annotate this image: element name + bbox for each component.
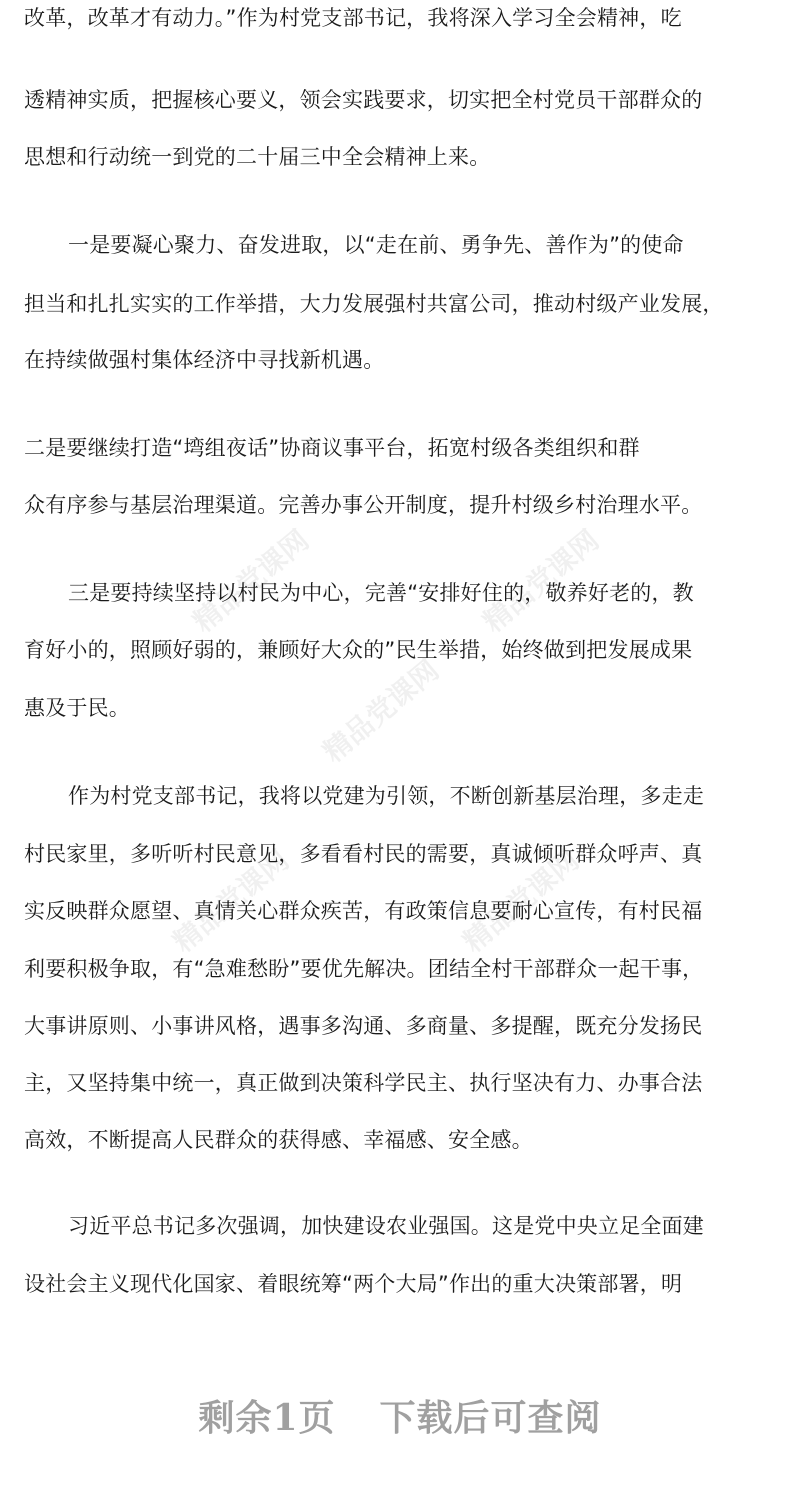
watermark: 精品党课网 (186, 523, 316, 639)
text-line: 利要积极争取，有“急难愁盼”要优先解决。团结全村干部群众一起干事， (24, 957, 704, 981)
remaining-pages-label: 剩余1页 (198, 1397, 336, 1439)
text-line: 育好小的，照顾好弱的，兼顾好大众的”民生举措，始终做到把发展成果 (24, 638, 693, 662)
text-line: 高效，不断提高人民群众的获得感、幸福感、安全感。 (24, 1128, 533, 1152)
text-line: 惠及于民。 (24, 696, 130, 720)
text-line: 大事讲原则、小事讲风格，遇事多沟通、多商量、多提醒，既充分发扬民 (24, 1014, 703, 1038)
download-to-view-label: 下载后可查阅 (379, 1397, 602, 1439)
text-line: 二是要继续打造“塆组夜话”协商议事平台，拓宽村级各类组织和群 (24, 436, 640, 460)
watermark: 精品党课网 (316, 653, 446, 769)
text-line: 透精神实质，把握核心要义，领会实践要求，切实把全村党员干部群众的 (24, 88, 703, 112)
watermark: 精品党课网 (166, 843, 296, 959)
watermark: 精品党课网 (456, 843, 586, 959)
text-line: 众有序参与基层治理渠道。完善办事公开制度，提升村级乡村治理水平。 (24, 493, 703, 517)
text-line: 在持续做强村集体经济中寻找新机遇。 (24, 348, 385, 372)
text-line: 作为村党支部书记，我将以党建为引领，不断创新基层治理，多走走 (68, 784, 704, 808)
text-line: 思想和行动统一到党的二十届三中全会精神上来。 (24, 145, 491, 169)
text-line: 担当和扎扎实实的工作举措，大力发展强村共富公司，推动村级产业发展， (24, 292, 724, 316)
text-line: 设社会主义现代化国家、着眼统筹“两个大局”作出的重大决策部署，明 (24, 1272, 683, 1296)
text-line: 一是要凝心聚力、奋发进取，以“走在前、勇争先、善作为”的使命 (68, 233, 684, 257)
text-line: 村民家里，多听听村民意见，多看看村民的需要，真诚倾听群众呼声、真 (24, 842, 703, 866)
text-line: 改革，改革才有动力。”作为村党支部书记，我将深入学习全会精神，吃 (24, 6, 682, 30)
text-line: 三是要持续坚持以村民为中心，完善“安排好住的，敬养好老的，教 (68, 581, 694, 605)
text-line: 习近平总书记多次强调，加快建设农业强国。这是党中央立足全面建 (68, 1214, 704, 1238)
text-line: 实反映群众愿望、真情关心群众疾苦，有政策信息要耐心宣传，有村民福 (24, 899, 703, 923)
remaining-pages-banner[interactable] (0, 1390, 800, 1440)
text-line: 主，又坚持集中统一，真正做到决策科学民主、执行坚决有力、办事合法 (24, 1071, 703, 1095)
watermark: 精品党课网 (476, 523, 606, 639)
